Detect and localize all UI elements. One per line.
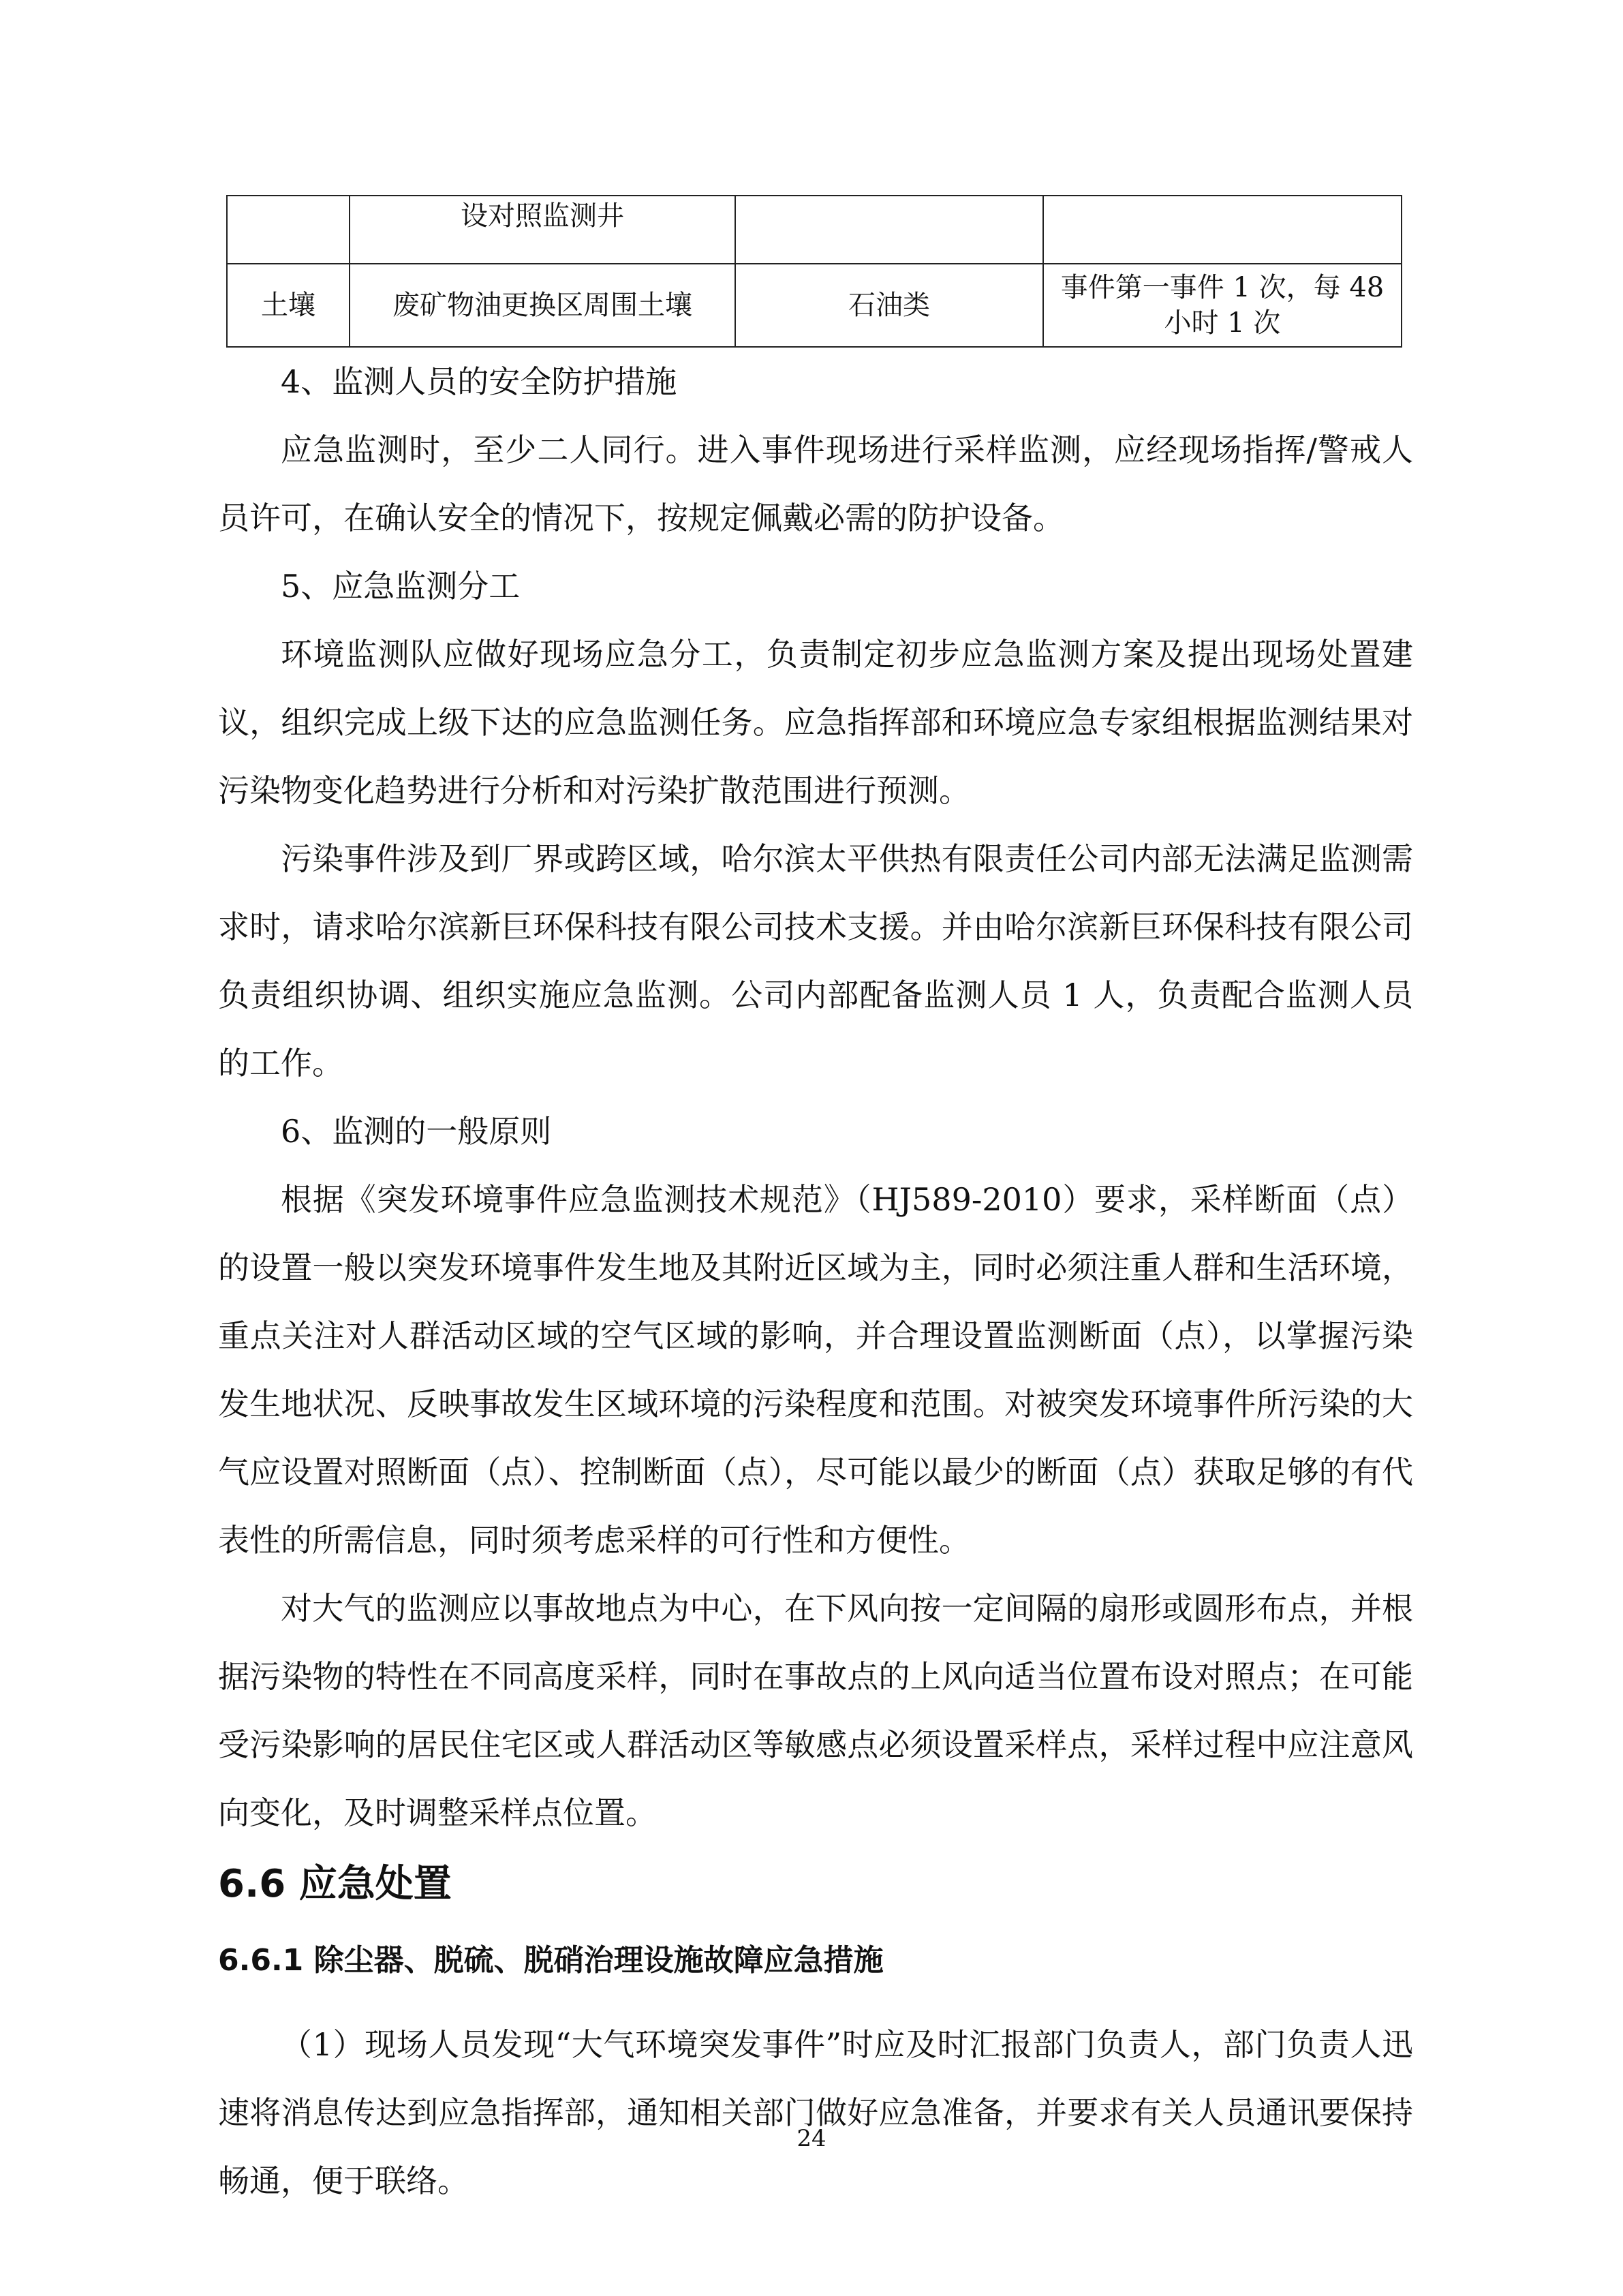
table-cell [735, 196, 1043, 264]
table-cell [227, 196, 350, 264]
heading-6-6: 6.6 应急处置 [218, 1862, 452, 1906]
paragraph: （1）现场人员发现“大气环境突发事件”时应及时汇报部门负责人，部门负责人迅速将消息传达到应急指挥部，通知相关部门做好应急准备，并要求有关人员通讯要保持畅通，便于联络。 [218, 2026, 1413, 2199]
paragraph: 根据《突发环境事件应急监测技术规范》（HJ589-2010）要求，采样断面（点）的设置一般以突发环境事件发生地及其附近区域为主，同时必须注重人群和生活环境，重点关注对人群活动区域的空气区域的影响，并合理设置监测断面（点），以掌握污染发生地状况、反映事故发生区域环境的污染程度和范围。对被突发环境事件所污染的大气应设置对照断面（点）、控制断面（点），尽可能以最少的断面（点）获取足够的有代表性的所需信息，同时须考虑采样的可行性和方便性。 [218, 1181, 1413, 1559]
heading-6-6-1: 6.6.1 除尘器、脱硫、脱硝治理设施故障应急措施 [218, 1943, 884, 1978]
paragraph: 环境监测队应做好现场应急分工，负责制定初步应急监测方案及提出现场处置建议，组织完成上级下达的应急监测任务。应急指挥部和环境应急专家组根据监测结果对污染物变化趋势进行分析和对污染扩散范围进行预测。 [218, 636, 1413, 809]
paragraph: 污染事件涉及到厂界或跨区域，哈尔滨太平供热有限责任公司内部无法满足监测需求时，请求哈尔滨新巨环保科技有限公司技术支援。并由哈尔滨新巨环保科技有限公司负责组织协调、组织实施应急监测。公司内部配备监测人员 1 人，负责配合监测人员的工作。 [218, 840, 1413, 1082]
table-cell: 土壤 [227, 264, 350, 347]
section-heading-4: 4、监测人员的安全防护措施 [281, 363, 677, 400]
section-heading-5: 5、应急监测分工 [281, 568, 521, 604]
page-number: 24 [797, 2125, 826, 2152]
monitoring-table [226, 195, 1402, 348]
section-heading-6: 6、监测的一般原则 [281, 1113, 552, 1150]
table-row [227, 196, 1402, 264]
paragraph: 对大气的监测应以事故地点为中心，在下风向按一定间隔的扇形或圆形布点，并根据污染物的特性在不同高度采样，同时在事故点的上风向适当位置布设对照点；在可能受污染影响的居民住宅区或人群活动区等敏感点必须设置采样点，采样过程中应注意风向变化，及时调整采样点位置。 [218, 1590, 1413, 1831]
table-cell: 废矿物油更换区周围土壤 [350, 264, 735, 347]
table-row [227, 264, 1402, 347]
paragraph: 应急监测时，至少二人同行。进入事件现场进行采样监测，应经现场指挥/警戒人员许可，在确认安全的情况下，按规定佩戴必需的防护设备。 [218, 431, 1413, 536]
table-cell: 设对照监测井 [350, 196, 735, 264]
table-cell: 石油类 [735, 264, 1043, 347]
table-cell [1043, 196, 1402, 264]
table-cell: 事件第一事件 1 次，每 48 小时 1 次 [1043, 264, 1402, 347]
